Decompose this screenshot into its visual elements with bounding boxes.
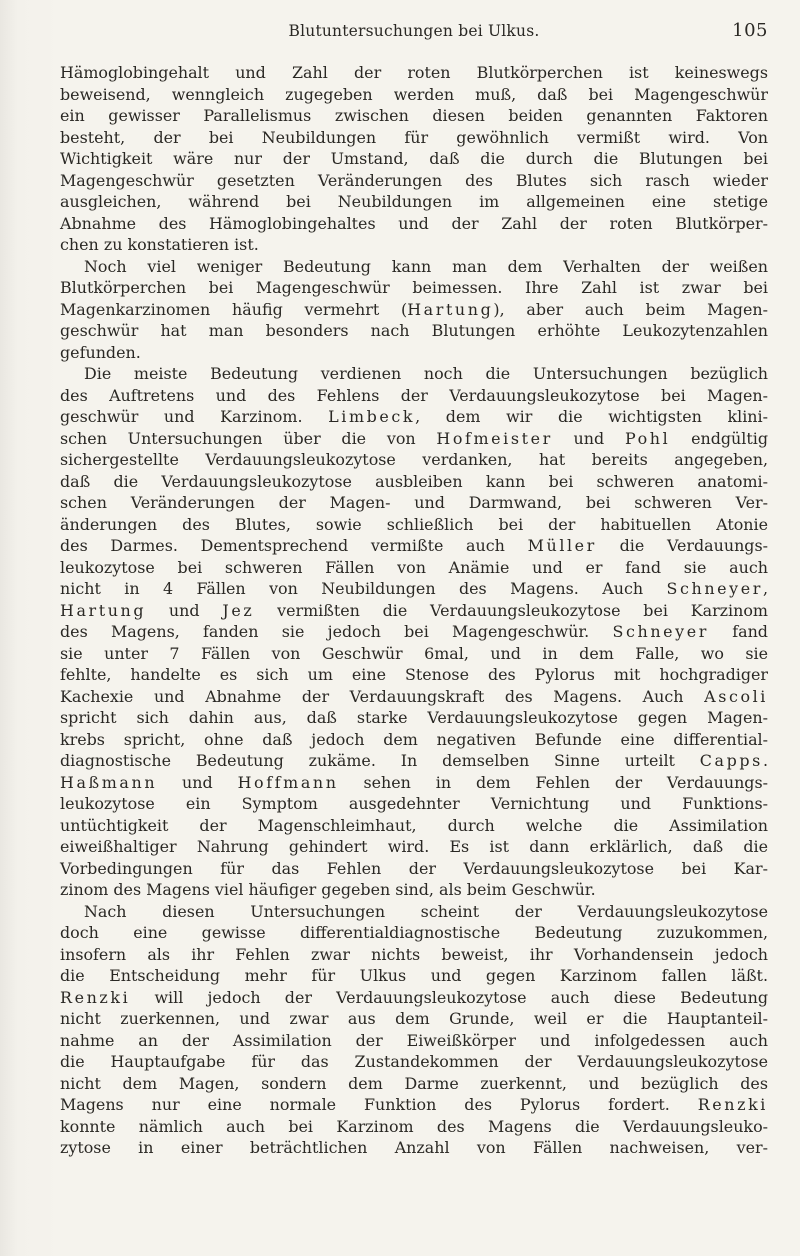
text-line: zinom des Magens viel häufiger gegeben sind, als beim Geschwür. — [60, 880, 596, 899]
text-line: Abnahme des Hämoglobingehaltes und der Zahl der roten Blutkörper- — [60, 213, 768, 233]
text-line: doch eine gewisse differentialdiagnostische Bedeutung zuzukommen, — [60, 923, 768, 942]
text-line: gefunden. — [60, 342, 141, 362]
text-line: Blutkörperchen bei Magengeschwür beimessen. Ihre Zahl ist zwar bei — [60, 278, 768, 297]
text-line: ausgleichen, während bei Neubildungen im allgemeinen eine stetige — [60, 192, 768, 211]
text-line: beweisend, wenngleich zugegeben werden muß, daß bei Magengeschwür — [60, 84, 768, 104]
text-line: Magens nur eine normale Funktion des Pylorus fordert. Renzki — [60, 1095, 768, 1114]
text-line: nahme an der Assimilation der Eiweißkörper und infolgedessen auch — [60, 1030, 768, 1050]
text-line: geschwür und Karzinom. Limbeck, dem wir die wichtigsten klini- — [60, 407, 768, 426]
text-line: geschwür hat man besonders nach Blutungen erhöhte Leukozytenzahlen — [60, 321, 768, 340]
text-line: des Auftretens und des Fehlens der Verdauungsleukozytose bei Magen- — [60, 385, 768, 405]
text-line: Kachexie und Abnahme der Verdauungskraft des Magens. Auch Ascoli — [60, 686, 768, 706]
author-name: Limbeck — [328, 407, 416, 426]
author-name: Haßmann — [60, 772, 158, 792]
text-line: Die meiste Bedeutung verdienen noch die Untersuchungen bezüglich — [84, 364, 768, 383]
author-name: Müller — [527, 536, 597, 555]
text-line: chen zu konstatieren ist. — [60, 235, 259, 254]
text-line: des Darmes. Dementsprechend vermißte auch Müller die Verdauungs- — [60, 536, 769, 555]
text-line: fehlte, handelte es sich um eine Stenose des Pylorus mit hochgradiger — [60, 665, 768, 684]
text-line: änderungen des Blutes, sowie schließlich bei der habituellen Atonie — [60, 514, 768, 534]
author-name: Hofmeister — [436, 428, 553, 448]
text-line: nicht zuerkennen, und zwar aus dem Grunde, weil er die Hauptanteil- — [60, 1009, 768, 1028]
text-line: die Hauptaufgabe für das Zustandekommen der Verdauungsleukozytose — [60, 1052, 768, 1071]
author-name: Renzki — [60, 987, 131, 1007]
text-line: nicht in 4 Fällen von Neubildungen des Magens. Auch Schneyer, — [60, 579, 768, 598]
text-line: krebs spricht, ohne daß jedoch dem negativen Befunde eine differential- — [60, 729, 768, 749]
author-name: Hartung — [60, 600, 147, 620]
author-name: Capps — [699, 751, 763, 770]
page-header — [60, 22, 768, 52]
text-line: Magengeschwür gesetzten Veränderungen des Blutes sich rasch wieder — [60, 170, 768, 190]
author-name: Hoffmann — [237, 772, 339, 792]
author-name: Pohl — [624, 428, 671, 448]
text-line: konnte nämlich auch bei Karzinom des Magens die Verdauungsleuko- — [60, 1116, 768, 1136]
text-line: des Magens, fanden sie jedoch bei Magengeschwür. Schneyer fand — [60, 622, 768, 641]
author-name: Jez — [222, 600, 255, 620]
page-number: 105 — [732, 20, 768, 41]
text-line: daß die Verdauungsleukozytose ausbleiben kann bei schweren anatomi- — [60, 471, 768, 491]
author-name: Schneyer — [666, 579, 763, 598]
author-name: Ascoli — [704, 686, 768, 706]
text-line: Vorbedingungen für das Fehlen der Verdauungsleukozytose bei Kar- — [60, 858, 768, 878]
text-line: schen Veränderungen der Magen- und Darmwand, bei schweren Ver- — [60, 493, 768, 512]
text-line: diagnostische Bedeutung zukäme. In demselben Sinne urteilt Capps. — [60, 751, 768, 770]
text-line: Noch viel weniger Bedeutung kann man dem Verhalten der weißen — [84, 256, 768, 276]
text-line: schen Untersuchungen über die von Hofmeister und Pohl endgültig — [60, 428, 769, 448]
text-line: eiweißhaltiger Nahrung gehindert wird. Es ist dann erklärlich, daß die — [60, 837, 768, 856]
text-line: Magenkarzinomen häufig vermehrt (Hartung), aber auch beim Magen- — [60, 299, 768, 319]
text-line: Wichtigkeit wäre nur der Umstand, daß die durch die Blutungen bei — [60, 149, 768, 168]
text-line: Hämoglobingehalt und Zahl der roten Blutkörperchen ist keineswegs — [60, 63, 768, 82]
text-line: Haßmann und Hoffmann sehen in dem Fehlen der Verdauungs- — [60, 772, 768, 792]
text-line: Hartung und Jez vermißten die Verdauungsleukozytose bei Karzinom — [60, 600, 769, 620]
author-name: Renzki — [697, 1095, 768, 1114]
text-line: insofern als ihr Fehlen zwar nichts beweist, ihr Vorhandensein jedoch — [60, 944, 768, 964]
text-line: sie unter 7 Fällen von Geschwür 6mal, und in dem Falle, wo sie — [60, 643, 768, 663]
text-line: nicht dem Magen, sondern dem Darme zuerkennt, und bezüglich des — [60, 1073, 768, 1093]
text-line: die Entscheidung mehr für Ulkus und gegen Karzinom fallen läßt. — [60, 966, 768, 985]
text-line: leukozytose ein Symptom ausgedehnter Vernichtung und Funktions- — [60, 794, 768, 813]
text-line: zytose in einer beträchtlichen Anzahl von Fällen nachweisen, ver- — [60, 1138, 768, 1157]
text-line: spricht sich dahin aus, daß starke Verdauungsleukozytose gegen Magen- — [60, 708, 768, 727]
text-line: untüchtigkeit der Magenschleimhaut, durch welche die Assimilation — [60, 815, 768, 835]
author-name: Schneyer — [612, 622, 709, 641]
text-line: besteht, der bei Neubildungen für gewöhnlich vermißt wird. Von — [60, 127, 768, 147]
text-line: sichergestellte Verdauungsleukozytose verdanken, hat bereits angegeben, — [60, 450, 768, 469]
text-line: Renzki will jedoch der Verdauungsleukozytose auch diese Bedeutung — [60, 987, 768, 1007]
author-name: Hartung — [407, 299, 494, 319]
text-line: Nach diesen Untersuchungen scheint der Verdauungsleukozytose — [84, 901, 768, 921]
body-text — [60, 62, 768, 1159]
text-line: leukozytose bei schweren Fällen von Anämie und er fand sie auch — [60, 557, 768, 577]
running-title: Blutuntersuchungen bei Ulkus. — [288, 22, 540, 40]
text-line: ein gewisser Parallelismus zwischen diesen beiden genannten Faktoren — [60, 106, 768, 125]
